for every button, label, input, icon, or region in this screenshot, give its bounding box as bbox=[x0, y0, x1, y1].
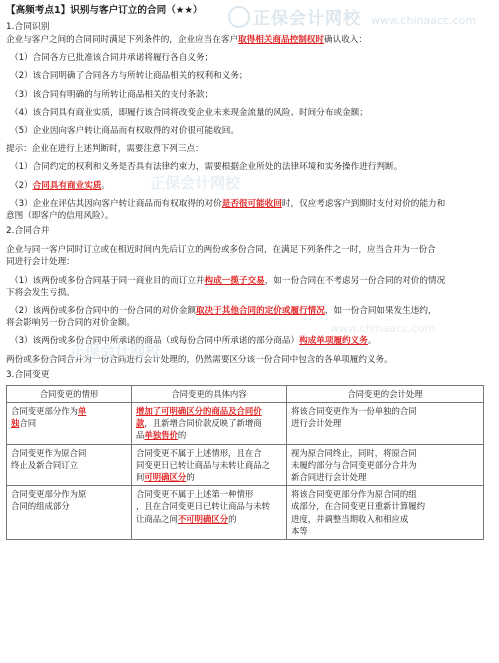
cell-highlight: 单 bbox=[78, 406, 87, 417]
section-2-title: 2.合同合并 bbox=[6, 226, 50, 237]
cell-text: 的 bbox=[186, 472, 195, 483]
table-cell bbox=[132, 486, 287, 540]
cell-text: 合同的组成部分 bbox=[11, 501, 70, 512]
cell-text: 进行会计处理 bbox=[291, 418, 342, 429]
cell-highlight: 单独售价 bbox=[144, 430, 178, 441]
title-text: 识别与客户订立的合同 bbox=[70, 5, 167, 16]
s1-item-2: （2）该合同明确了合同各方与所转让商品相关的权利和义务； bbox=[10, 71, 248, 82]
cell-text: 将该合同变更部分作为原合同的组 bbox=[291, 489, 417, 500]
cell-text: 进度，并调整当期收入和相应成 bbox=[291, 513, 409, 524]
cell-text: 本等 bbox=[291, 525, 308, 536]
cell-text: 未履约部分与合同变更部分合并为 bbox=[291, 459, 417, 470]
s1-tip-3 bbox=[10, 198, 493, 210]
cell-text: 终止及新合同订立 bbox=[11, 459, 78, 470]
table-cell bbox=[287, 403, 484, 445]
cell-text: 新合同进行会计处理 bbox=[291, 472, 367, 483]
s1-tip-3-highlight: 是否很可能收回 bbox=[221, 198, 282, 209]
s2-cond-2-highlight: 取决于其他合同的定价或履行情况 bbox=[195, 306, 325, 317]
title-tag: 【高频考点1】 bbox=[6, 5, 71, 16]
s1-item-4: （4）该合同具有商业实质，即履行该合同将改变企业未来现金流量的风险、时间分布或金额； bbox=[10, 107, 368, 118]
s2-cond-2-cont: 将会影响另一份合同的对价金额。 bbox=[6, 318, 135, 329]
cell-text: 合同变更部分作为原 bbox=[11, 489, 87, 500]
s2-intro-2: 同进行会计处理： bbox=[6, 257, 75, 268]
cell-text: 同变更日已转让商品与未转让商品之 bbox=[136, 459, 270, 470]
s1-item-1: （1）合同各方已批准该合同并承诺将履行各自义务； bbox=[10, 53, 214, 64]
table-cell bbox=[7, 486, 132, 540]
s2-outro: 两份或多份合同合并为一份合同进行会计处理的，仍然需要区分该一份合同中包含的各单项履约义务。 bbox=[6, 354, 393, 365]
s1-tip-3-text: （3）企业在评估其因向客户转让商品而有权取得的对价 bbox=[10, 198, 222, 209]
contract-modification-table bbox=[6, 385, 484, 540]
section-1-title: 1.合同识别 bbox=[6, 22, 50, 32]
watermark-domain: www.chinaacc.com bbox=[371, 14, 477, 27]
cell-text: 合同变更不属于上述情形，且在合 bbox=[136, 447, 262, 458]
s2-cond-3-highlight: 构成单项履约义务 bbox=[299, 336, 368, 347]
s2-cond-1-highlight: 构成一揽子交易 bbox=[204, 275, 265, 286]
s1-intro-tail: 确认收入： bbox=[324, 35, 367, 45]
table-header: 合同变更的会计处理 bbox=[287, 385, 484, 402]
watermark-brand: 正保会计网校 bbox=[253, 9, 361, 29]
s1-tip-2-tail: 。 bbox=[101, 180, 111, 191]
table-header: 合同变更的具体内容 bbox=[132, 385, 287, 402]
s2-cond-3 bbox=[10, 335, 493, 347]
cell-text: ，且在合同变更日已转让商品与未转 bbox=[136, 501, 270, 512]
table-cell bbox=[132, 403, 287, 445]
cell-highlight: 独 bbox=[11, 418, 20, 429]
s2-cond-2 bbox=[10, 305, 493, 317]
s2-cond-2-text: （2）该两份或多份合同中的一份合同的对价金额 bbox=[10, 306, 196, 317]
table-cell bbox=[7, 444, 132, 486]
table-row bbox=[7, 486, 484, 540]
s2-cond-1-tail: ，如一份合同在不考虑另一份合同的对价的情况 bbox=[264, 275, 446, 286]
cell-text: 合同 bbox=[19, 418, 37, 429]
table-header-row bbox=[7, 385, 484, 402]
s1-item-5: （5）企业因向客户转让商品而有权取得的对价很可能收回。 bbox=[10, 126, 239, 137]
cell-highlight: 不可明确区分 bbox=[177, 513, 229, 524]
cell-text: 将该合同变更作为一份单独的合同 bbox=[291, 406, 417, 417]
s2-cond-1-text: （1）该两份或多份合同基于同一商业目的而订立并 bbox=[10, 275, 205, 286]
s2-intro-1: 企业与同一客户同时订立或在相近时间内先后订立的两份或多份合同，在满足下列条件之一时，应当合并为一份合 bbox=[6, 245, 436, 256]
s2-cond-3-text: （3）该两份或多份合同中所承诺的商品（或每份合同中所承诺的部分商品） bbox=[10, 336, 300, 347]
cell-highlight: 增加了可明确区分的商品及合同价 bbox=[136, 406, 262, 417]
table-row bbox=[7, 444, 484, 486]
table-cell bbox=[287, 444, 484, 486]
s1-intro bbox=[6, 34, 493, 46]
cell-highlight: 款 bbox=[136, 418, 145, 429]
cell-text: 合同变更作为原合同 bbox=[11, 447, 87, 458]
table-cell bbox=[7, 403, 132, 445]
cell-text: 的 bbox=[228, 513, 237, 524]
title-stars: （★★） bbox=[166, 5, 203, 16]
table-cell bbox=[132, 444, 287, 486]
s1-tip-1: （1）合同约定的权利和义务是否具有法律约束力，需要根据企业所处的法律环境和实务操作进行判断。 bbox=[10, 162, 403, 173]
cell-text: 成部分，在合同变更日重新计算履约 bbox=[291, 501, 425, 512]
watermark-repeat: 正保会计网校 bbox=[150, 174, 241, 192]
s1-tip-2-highlight: 合同具有商业实质 bbox=[32, 180, 102, 191]
s2-cond-2-tail: ，如一份合同如果发生违约， bbox=[324, 306, 437, 317]
s1-tip: 提示：企业在进行上述判断时，需要注意下列三点： bbox=[6, 144, 204, 155]
s1-item-3: （3）该合同有明确的与所转让商品相关的支付条款； bbox=[10, 89, 214, 100]
s2-cond-1-cont: 下将会发生亏损。 bbox=[6, 287, 75, 298]
s2-cond-3-tail: 。 bbox=[367, 336, 377, 347]
section-3-title: 3.合同变更 bbox=[6, 369, 50, 380]
table-cell bbox=[287, 486, 484, 540]
cell-text: 的 bbox=[177, 430, 187, 441]
watermark-repeat-domain: www.chinaacc.com bbox=[330, 322, 436, 335]
cell-text: 合同变更部分作为 bbox=[11, 406, 78, 417]
cell-text: ，且新增合同价款反映了新增商 bbox=[144, 418, 262, 429]
cell-highlight: 可明确区分 bbox=[144, 472, 187, 483]
table-header: 合同变更的情形 bbox=[7, 385, 132, 402]
s1-tip-3-cont: 意图（即客户的信用风险）。 bbox=[6, 211, 114, 222]
cell-text: 合同变更不属于上述第一种情形 bbox=[136, 489, 254, 500]
s1-tip-3-tail: 时，仅应考虑客户到期时支付对价的能力和 bbox=[281, 198, 446, 209]
s1-intro-text: 企业与客户之间的合同同时满足下列条件的，企业应当在客户 bbox=[6, 35, 239, 45]
watermark-repeat-2: 正保会计网校 bbox=[70, 342, 161, 360]
s1-tip-2-num: （2） bbox=[10, 180, 33, 191]
cell-text: 品 bbox=[136, 430, 145, 441]
page-title bbox=[6, 4, 493, 18]
cell-text: 让商品之间 bbox=[136, 513, 178, 524]
s1-intro-highlight: 取得相关商品控制权时 bbox=[238, 35, 324, 45]
cell-text: 视为原合同终止，同时，将原合同 bbox=[291, 447, 417, 458]
cell-text: 间 bbox=[136, 472, 145, 483]
table-row bbox=[7, 403, 484, 445]
s1-tip-2 bbox=[10, 180, 493, 192]
s2-cond-1 bbox=[10, 275, 493, 287]
